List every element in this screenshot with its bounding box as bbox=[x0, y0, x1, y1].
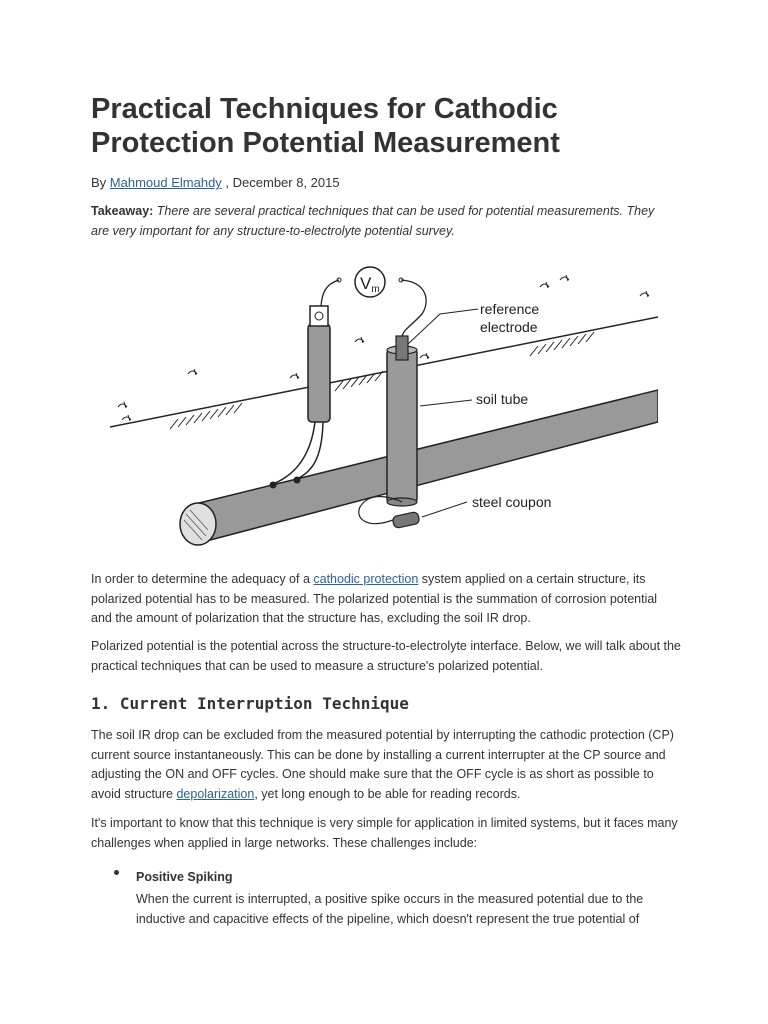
depolarization-link[interactable]: depolarization bbox=[176, 786, 255, 801]
pipeline bbox=[195, 390, 658, 544]
byline-date: , December 8, 2015 bbox=[225, 175, 340, 190]
reference-electrode bbox=[396, 336, 408, 360]
label-soil-tube: soil tube bbox=[476, 391, 529, 407]
label-electrode: electrode bbox=[480, 319, 538, 335]
paragraph-1 bbox=[91, 570, 681, 629]
article-title: Practical Techniques for Cathodic Protection Potential Measurement bbox=[91, 93, 560, 159]
paragraph-3 bbox=[91, 726, 681, 804]
pipe-lead-1 bbox=[273, 422, 315, 484]
byline-prefix: By bbox=[91, 175, 107, 190]
cathodic-protection-diagram bbox=[110, 262, 658, 552]
pipeline-end bbox=[180, 503, 216, 545]
author-link[interactable]: Mahmoud Elmahdy bbox=[109, 175, 222, 190]
p1-text-after: system applied on a certain structure, its polarized potential has to be measured. The polarized potential is the summation of corrosion potential and the amount of polarization that the structure has, excluding the soil IR drop. bbox=[91, 572, 658, 625]
takeaway bbox=[91, 202, 671, 241]
steel-coupon bbox=[392, 511, 420, 528]
pipe-lead-2 bbox=[297, 422, 323, 479]
voltmeter-label: Vm bbox=[360, 274, 380, 295]
label-reference: reference bbox=[480, 301, 540, 317]
takeaway-label: Takeaway: bbox=[91, 204, 154, 218]
section-heading: 1. Current Interruption Technique bbox=[91, 694, 409, 713]
bullet-title: Positive Spiking bbox=[136, 870, 233, 884]
takeaway-text: There are several practical techniques that can be used for potential measurements. They are very important for any structure-to-electrolyte potential survey. bbox=[91, 204, 655, 238]
bullet-text: When the current is interrupted, a positive spike occurs in the measured potential due to the inductive and capacitive effects of the pipeline, which doesn't represent the true potential of bbox=[136, 892, 644, 926]
bullet-marker bbox=[114, 870, 119, 875]
paragraph-2: Polarized potential is the potential across the structure-to-electrolyte interface. Below, we will talk about the practical techniques that can be used to measure a structure's polarized potential. bbox=[91, 639, 681, 673]
label-steel-coupon: steel coupon bbox=[472, 494, 552, 510]
p1-text-before: In order to determine the adequacy of a bbox=[91, 572, 314, 586]
voltmeter-lead-left bbox=[321, 280, 339, 306]
byline bbox=[91, 174, 340, 192]
ground-hatching bbox=[170, 332, 594, 429]
cathodic-protection-link[interactable]: cathodic protection bbox=[313, 572, 419, 586]
soil-tube bbox=[387, 350, 417, 502]
voltmeter-lead-right bbox=[401, 280, 426, 336]
p3-text-before: The soil IR drop can be excluded from the measured potential by interrupting the cathodic protection (CP) current source instantaneously. This can be done by installing a current interrupter at the CP source and adjusting the ON and OFF cycles. One should make sure that the OFF cycle is as short as possible to avoid structure bbox=[91, 728, 674, 801]
paragraph-4: It's important to know that this technique is very simple for application in limited systems, but it faces many challenges when applied in large networks. These challenges include: bbox=[91, 816, 678, 850]
left-electrode-body bbox=[308, 324, 330, 422]
p3-text-after: , yet long enough to be able for reading records. bbox=[254, 786, 521, 801]
grass-tufts bbox=[118, 275, 649, 421]
